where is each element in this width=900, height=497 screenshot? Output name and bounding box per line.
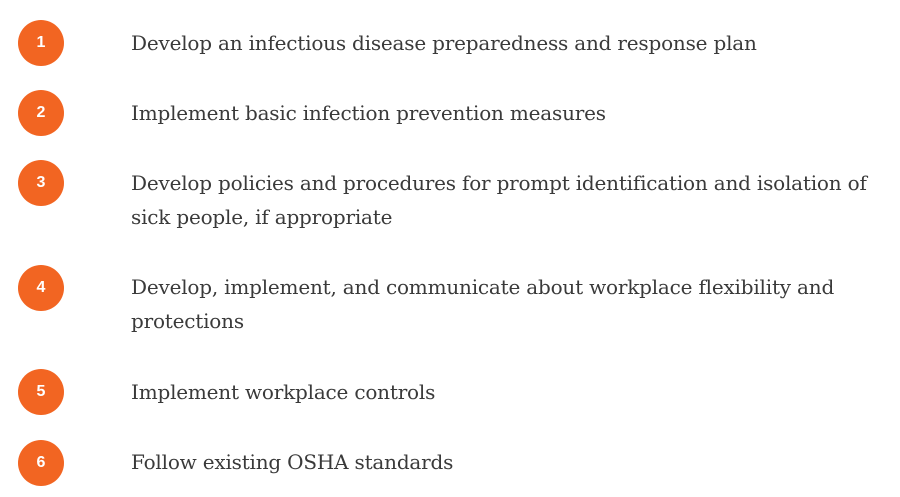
step-number-badge: 3 bbox=[18, 160, 64, 206]
step-number-badge: 1 bbox=[18, 20, 64, 66]
step-text: Develop an infectious disease preparedness and response plan bbox=[131, 31, 757, 55]
step-number-badge: 2 bbox=[18, 90, 64, 136]
step-text: Implement basic infection prevention measures bbox=[131, 101, 606, 125]
step-number-badge: 6 bbox=[18, 440, 64, 486]
step-text: Implement workplace controls bbox=[131, 380, 436, 404]
step-number-badge: 5 bbox=[18, 369, 64, 415]
step-text: Develop policies and procedures for prompt identification and isolation of sick people, if appropriate bbox=[131, 171, 867, 229]
step-text: Follow existing OSHA standards bbox=[131, 450, 454, 474]
step-number-badge: 4 bbox=[18, 265, 64, 311]
step-text: Develop, implement, and communicate about workplace flexibility and protections bbox=[131, 275, 835, 333]
